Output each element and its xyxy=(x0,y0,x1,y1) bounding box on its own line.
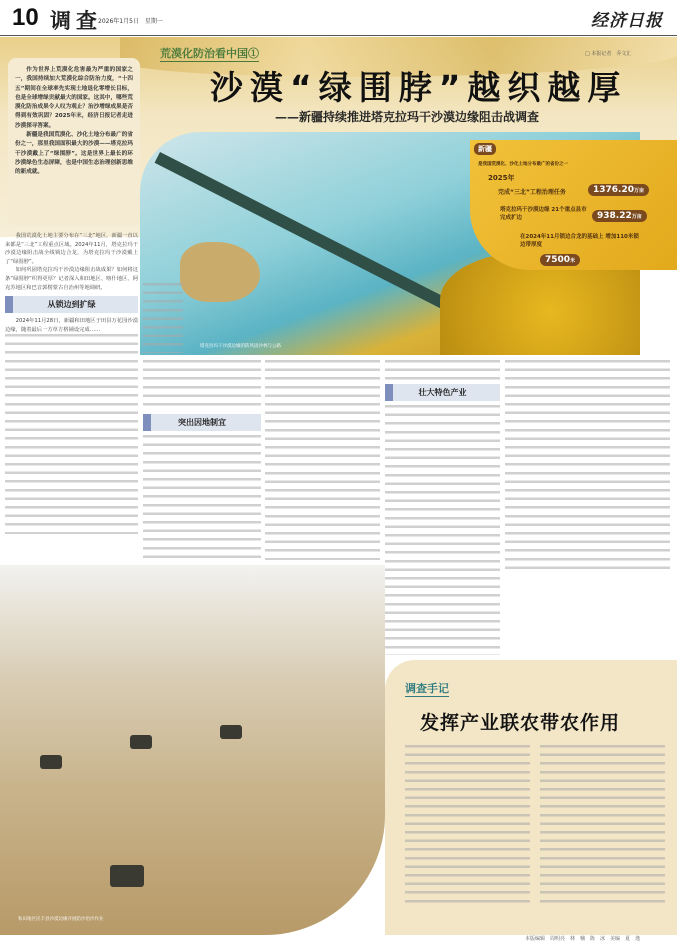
article-column-2 xyxy=(143,360,261,560)
info-year: 2025年 xyxy=(488,174,515,182)
paragraph: 我国荒漠化土地主要分布在“三北”地区，新疆一直以来都是“三北”工程重点区域。2024年11月，塔克拉玛干沙漠边缘阻击战全线锁边合龙，为塔克拉玛干沙漠戴上了“绿围脖”。 xyxy=(5,233,138,265)
series-kicker: 荒漠化防治看中国① xyxy=(160,47,259,60)
headline: 沙漠“绿围脖”越织越厚 xyxy=(210,68,628,107)
article-column-1 xyxy=(5,232,138,562)
tractor xyxy=(130,735,152,749)
page-number: 10 xyxy=(12,4,39,31)
paragraph: 2024年11月28日，新疆和田地区于田县万花园沙漠边缘，随着最后一方草方格铺设完成…… xyxy=(5,318,138,333)
body-text-lines xyxy=(405,745,530,905)
section-name: 调查 xyxy=(50,8,102,33)
body-text-lines xyxy=(143,283,183,353)
body-text-lines xyxy=(143,435,261,560)
info-label: 塔克拉玛干沙漠边缘 21个重点县市完成扩边 xyxy=(500,207,587,221)
photo-caption: 和田地区民丰县沙漠边缘开展防沙治沙作业 xyxy=(18,917,104,922)
photo-caption: 塔克拉玛干沙漠边缘的防风固沙林与公路 xyxy=(200,344,281,349)
tractor xyxy=(110,865,144,887)
body-text-lines xyxy=(385,360,500,380)
info-value: 1376.20万亩 xyxy=(588,184,649,196)
article-column-2-top xyxy=(143,283,183,353)
farm-photo xyxy=(0,565,385,935)
body-text-lines xyxy=(143,360,261,410)
body-text-lines xyxy=(265,360,380,560)
body-text-lines xyxy=(505,360,670,570)
subheadline: ——新疆持续推进塔克拉玛干沙漠边缘阻击战调查 xyxy=(275,110,540,124)
article-column-3 xyxy=(265,360,380,560)
issue-date: 2026年1月5日 星期一 xyxy=(98,18,163,25)
section-heading: 突出因地制宜 xyxy=(143,414,261,431)
tractor xyxy=(220,725,242,739)
body-text-lines xyxy=(540,745,665,905)
info-value: 938.22万亩 xyxy=(592,210,647,222)
notes-title: 发挥产业联农带农作用 xyxy=(420,712,621,734)
masthead-logo: 经济日报 xyxy=(591,11,663,31)
intro-paragraph: 新疆是我国荒漠化、沙化土地分布最广的省份之一，那里我国面积最大的沙漠——塔克拉玛干沙漠戴上了“绿围脖”。这是世界上最长的环沙漠绿色生态屏障，也是中国生态治理创新思维的新成就。 xyxy=(15,132,133,176)
body-text-lines xyxy=(385,405,500,655)
paragraph: 如何巩固塔克拉玛干沙漠边缘阻击战成果？如何将这条“绿围脖”织得更厚？记者深入和田地区、喀什地区、阿克苏地区和巴音郭楞蒙古自治州等地调研。 xyxy=(5,267,138,291)
section-heading: 从锁边到扩绿 xyxy=(5,296,138,313)
notes-column-1 xyxy=(405,745,530,905)
notes-kicker: 调查手记 xyxy=(405,682,449,695)
body-text-lines xyxy=(5,334,138,534)
notes-column-2 xyxy=(540,745,665,905)
region-tag: 新疆 xyxy=(474,143,496,155)
section-heading: 壮大特色产业 xyxy=(385,384,500,401)
intro-paragraph: 作为世界上荒漠化危害最为严重的国家之一，我国持续加大荒漠化综合防治力度，“十四五”期间在全球率先实现土地退化零增长目标，也是全球增绿贡献最大的国家。这其中，哪些荒漠化防治成果令人叹为观止？治沙增绿成果是否得到有效巩固？2025年末，经济日报记者走进沙漠探寻答案。 xyxy=(15,67,133,129)
sand-dune xyxy=(180,242,260,302)
article-column-5 xyxy=(505,360,670,570)
byline: □ 本报记者 乔文汇 xyxy=(585,51,632,57)
info-lead: 是我国荒漠化、沙化土地分布最广的省份之一 xyxy=(478,162,568,167)
info-value: 7500米 xyxy=(540,254,580,266)
article-column-4 xyxy=(385,360,500,655)
info-label: 完成“三北”工程治理任务 xyxy=(498,189,566,196)
tractor xyxy=(40,755,62,769)
intro-box xyxy=(8,58,140,226)
infographic xyxy=(470,140,677,270)
editor-credit: 本版编辑 周明亮 林 楠 陈 冰 美编 夏 逸 xyxy=(525,936,641,942)
info-label: 在2024年11月锁边合龙的基础上 增加110米锁边带厚度 xyxy=(520,234,639,248)
